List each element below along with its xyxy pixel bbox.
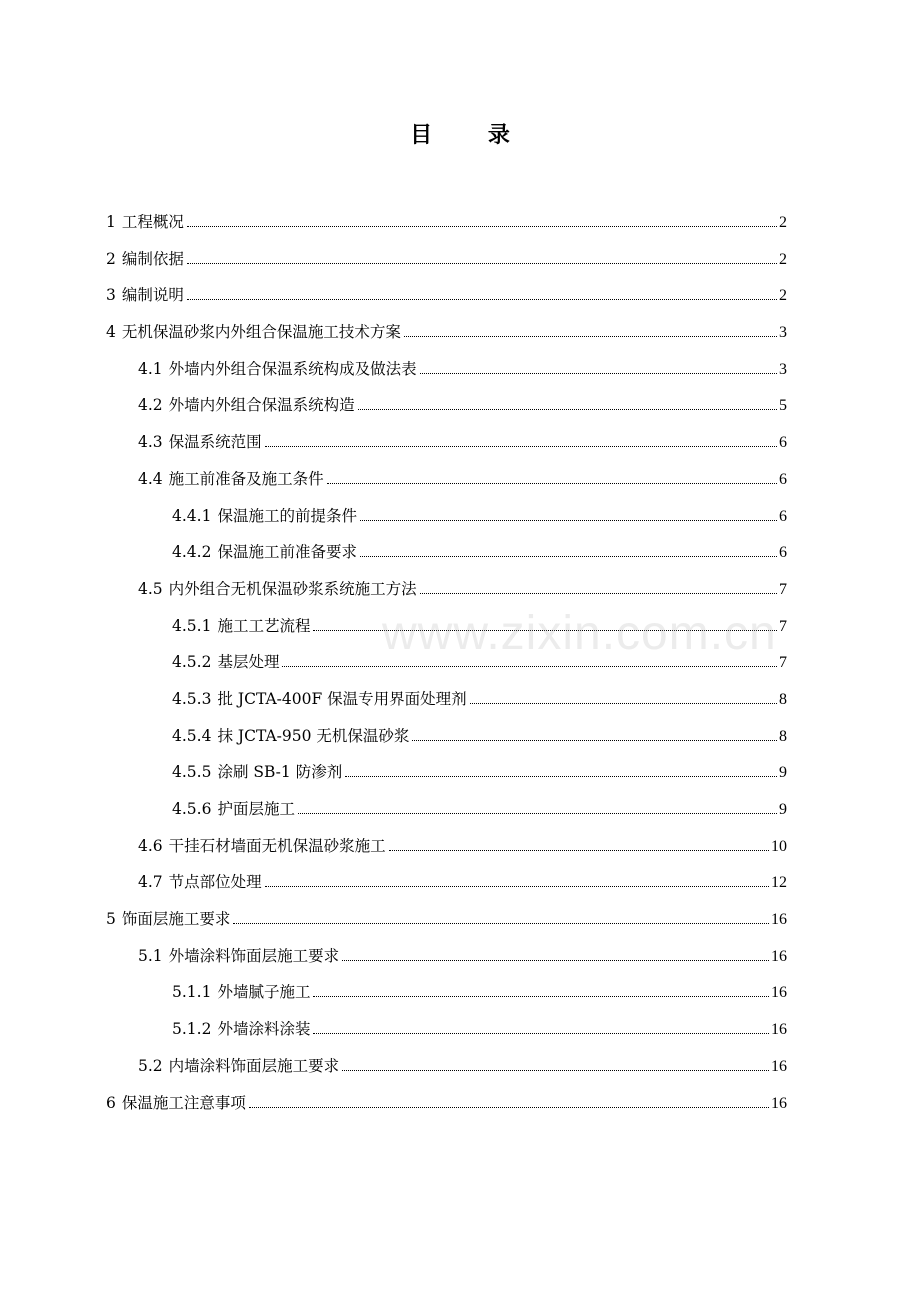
toc-entry[interactable] [106,504,787,541]
toc-dot-leader [249,1107,769,1108]
toc-entry[interactable] [106,357,787,394]
toc-dot-leader [420,593,777,594]
toc-entry-title: 干挂石材墙面无机保温砂浆施工 [168,836,386,855]
toc-entry-number: 4.5.4 [172,726,212,745]
toc-entry-page-number: 2 [779,250,787,268]
toc-entry-title: 外墙涂料饰面层施工要求 [168,946,340,965]
toc-entry-page-number: 6 [779,544,787,562]
toc-entry[interactable] [106,870,787,907]
toc-entry-title: 保温施工的前提条件 [217,506,357,525]
toc-entry-number: 4.3 [138,433,163,452]
toc-dot-leader [389,850,769,851]
toc-entry[interactable] [106,907,787,944]
toc-dot-leader [342,960,769,961]
toc-entry-number: 4.5.5 [172,763,212,782]
toc-entry-page-number: 8 [779,727,787,745]
toc-dot-leader [360,556,777,557]
toc-entry-number: 4.6 [138,836,163,855]
toc-entry-title: 无机保温砂浆内外组合保温施工技术方案 [121,323,401,342]
toc-dot-leader [358,409,777,410]
toc-entry[interactable] [106,540,787,577]
toc-dot-leader [187,226,777,227]
toc-entry-title: 涂刷 SB-1 防渗剂 [217,763,343,782]
toc-dot-leader [313,630,777,631]
toc-entry[interactable] [106,393,787,430]
toc-entry-title: 保温施工前准备要求 [217,543,357,562]
toc-entry-page-number: 5 [779,397,787,415]
toc-entry[interactable] [106,724,787,761]
toc-title: 目 录 [410,122,534,148]
toc-entry-number: 6 [106,1093,116,1112]
toc-entry-page-number: 12 [771,874,787,892]
toc-entry-title: 保温系统范围 [168,433,262,452]
toc-entry-page-number: 9 [779,801,787,818]
toc-dot-leader [420,373,777,374]
toc-entry[interactable] [106,467,787,504]
toc-entry-page-number: 7 [779,617,787,635]
toc-entry-title: 施工工艺流程 [217,616,311,635]
toc-entry-page-number: 7 [779,654,787,672]
toc-entry-title: 编制说明 [121,286,184,305]
toc-entry[interactable] [106,650,787,687]
toc-entry-number: 5.1.1 [172,983,212,1002]
toc-entry-title: 施工前准备及施工条件 [168,469,324,488]
toc-entry-number: 4.2 [138,396,163,415]
toc-dot-leader [265,886,769,887]
toc-entry-title: 批 JCTA-400F 保温专用界面处理剂 [217,689,467,708]
toc-entry-page-number: 16 [771,1021,787,1039]
toc-entry-page-number: 16 [771,911,787,929]
toc-entry-number: 4.4.2 [172,543,212,562]
toc-entry-page-number: 16 [771,1094,787,1112]
toc-entry[interactable] [106,797,787,834]
toc-entry-page-number: 6 [779,434,787,452]
toc-entry-number: 4.4 [138,469,163,488]
toc-entry-title: 基层处理 [217,653,280,672]
toc-dot-leader [187,263,777,264]
toc-entry[interactable] [106,577,787,614]
toc-entry-number: 4.7 [138,873,163,892]
toc-dot-leader [327,483,777,484]
toc-entry[interactable] [106,1091,787,1128]
toc-dot-leader [313,996,769,997]
toc-entry-number: 4.5.2 [172,653,212,672]
toc-entry-number: 4.5.1 [172,616,212,635]
toc-entry-number: 4.5.6 [172,800,212,818]
toc-dot-leader [298,813,777,814]
toc-entry-page-number: 16 [771,1057,787,1075]
toc-entry-title: 外墙内外组合保温系统构成及做法表 [168,359,417,378]
toc-entry-title: 外墙内外组合保温系统构造 [168,396,355,415]
toc-entry[interactable] [106,1017,787,1054]
toc-dot-leader [313,1033,769,1034]
toc-list [106,210,787,1127]
toc-entry-page-number: 2 [779,287,787,305]
toc-dot-leader [404,336,777,337]
toc-entry[interactable] [106,834,787,871]
toc-entry-page-number: 9 [779,764,787,782]
toc-entry-page-number: 7 [779,580,787,598]
toc-entry-title: 护面层施工 [217,800,295,818]
toc-entry-number: 4.1 [138,359,163,378]
toc-entry-number: 5 [106,910,116,929]
toc-entry[interactable] [106,687,787,724]
toc-dot-leader [187,299,777,300]
toc-entry[interactable] [106,247,787,284]
toc-entry-page-number: 16 [771,984,787,1002]
toc-dot-leader [342,1070,769,1071]
toc-entry-number: 4.4.1 [172,506,212,525]
toc-entry-number: 1 [106,213,116,231]
toc-dot-leader [345,776,777,777]
toc-entry-title: 工程概况 [121,213,184,231]
toc-entry[interactable] [106,980,787,1017]
toc-dot-leader [233,923,769,924]
toc-entry-title: 抹 JCTA-950 无机保温砂浆 [217,726,410,745]
toc-entry-title: 内墙涂料饰面层施工要求 [168,1056,340,1075]
toc-entry-page-number: 6 [779,470,787,488]
toc-entry-title: 编制依据 [121,249,184,268]
toc-entry-title: 内外组合无机保温砂浆系统施工方法 [168,579,417,598]
toc-entry[interactable] [106,320,787,357]
toc-entry-page-number: 3 [779,360,787,378]
toc-entry-number: 4 [106,323,116,342]
toc-entry-page-number: 8 [779,690,787,708]
watermark: www.zixin.com.cn [382,607,777,660]
toc-entry-title: 饰面层施工要求 [121,910,231,929]
toc-dot-leader [282,666,777,667]
toc-entry-number: 5.1 [138,946,163,965]
toc-entry[interactable] [106,430,787,467]
toc-entry-number: 5.1.2 [172,1020,212,1039]
toc-entry[interactable] [106,1054,787,1091]
toc-entry-number: 5.2 [138,1056,163,1075]
toc-entry[interactable] [106,614,787,651]
toc-entry-title: 保温施工注意事项 [121,1093,246,1112]
toc-entry[interactable] [106,760,787,797]
toc-dot-leader [265,446,777,447]
toc-entry[interactable] [106,210,787,247]
toc-entry-number: 2 [106,249,116,268]
toc-entry-page-number: 10 [771,837,787,855]
toc-entry-page-number: 16 [771,947,787,965]
toc-entry[interactable] [106,944,787,981]
toc-entry[interactable] [106,283,787,320]
toc-entry-title: 节点部位处理 [168,873,262,892]
toc-entry-title: 外墙腻子施工 [217,983,311,1002]
toc-dot-leader [470,703,777,704]
toc-dot-leader [360,520,777,521]
toc-entry-page-number: 3 [779,324,787,342]
toc-entry-number: 4.5 [138,579,163,598]
toc-dot-leader [412,740,777,741]
toc-entry-title: 外墙涂料涂装 [217,1020,311,1039]
toc-entry-page-number: 2 [779,214,787,231]
toc-entry-number: 3 [106,286,116,305]
toc-entry-page-number: 6 [779,507,787,525]
toc-entry-number: 4.5.3 [172,689,212,708]
